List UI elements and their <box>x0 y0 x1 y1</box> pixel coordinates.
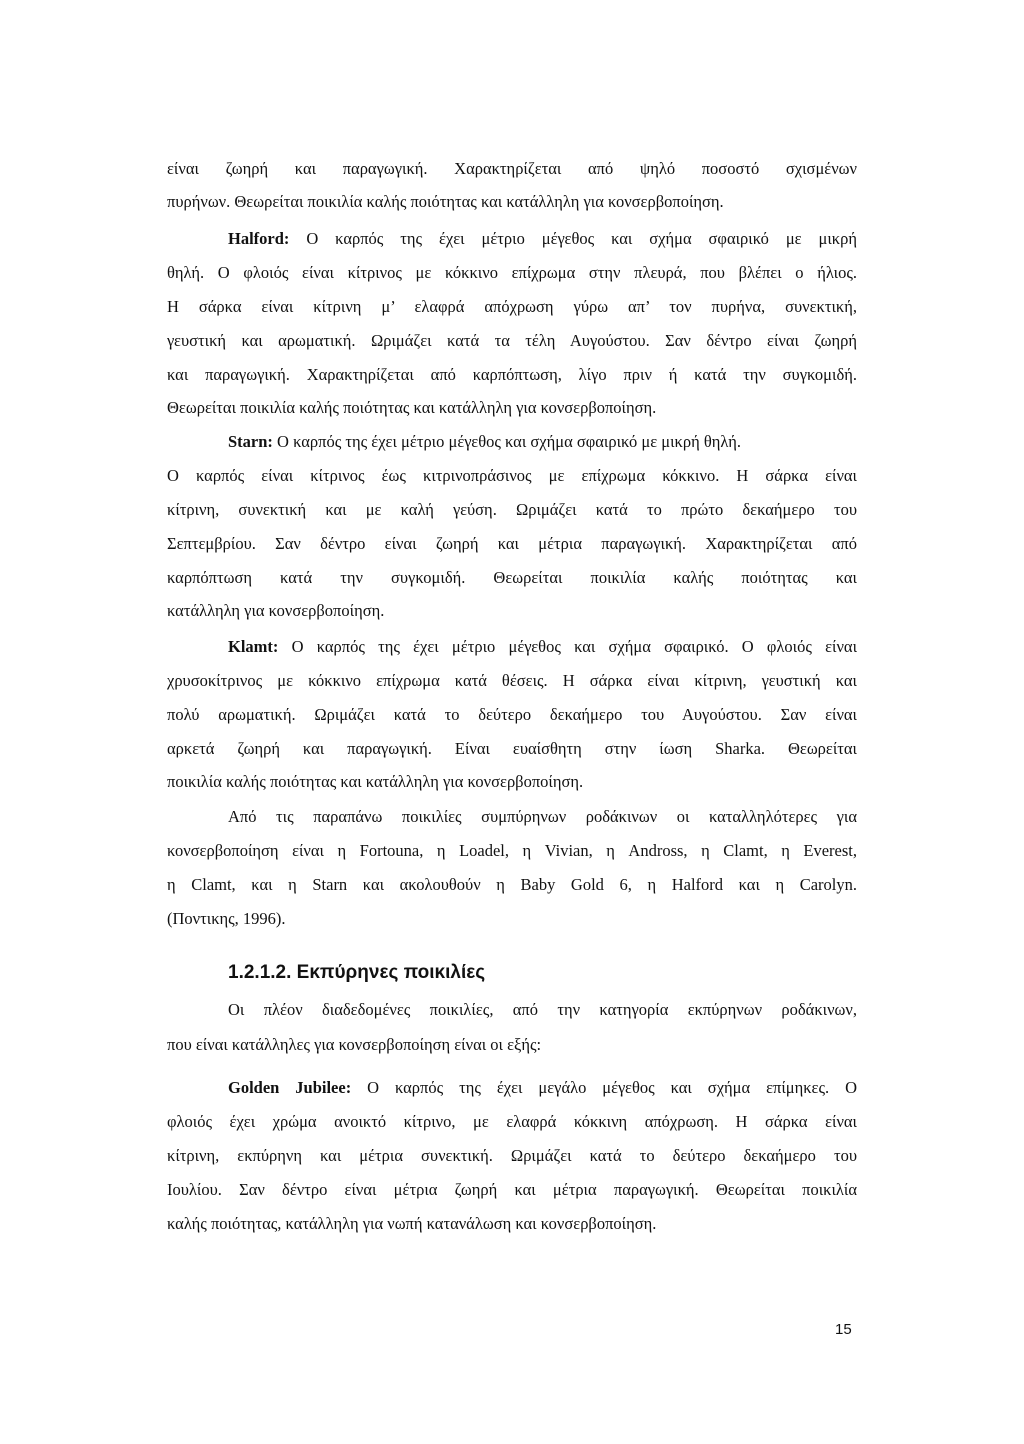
paragraph-line: καρπόπτωση κατά την συγκομιδή. Θεωρείται ποικιλία καλής ποιότητας και <box>167 568 857 587</box>
paragraph-line: Ιουλίου. Σαν δέντρο είναι μέτρια ζωηρή και μέτρια παραγωγική. Θεωρείται ποικιλία <box>167 1180 857 1199</box>
paragraph-line-text: Ο καρπός της έχει μεγάλο μέγεθος και σχήμα επίμηκες. Ο <box>367 1078 858 1097</box>
paragraph-line: που είναι κατάλληλες για κονσερβοποίηση είναι οι εξής: <box>167 1035 542 1054</box>
paragraph-line: Από τις παραπάνω ποικιλίες συμπύρηνων ροδάκινων οι καταλληλότερες για <box>228 807 857 826</box>
paragraph-line: αρκετά ζωηρή και παραγωγική. Είναι ευαίσθητη στην ίωση Sharka. Θεωρείται <box>167 739 857 758</box>
paragraph-line-text: Ο καρπός της έχει μέτριο μέγεθος και σχήμα σφαιρικό με μικρή θηλή. <box>277 432 741 451</box>
paragraph-line: γευστική και αρωματική. Ωριμάζει κατά τα τέλη Αυγούστου. Σαν δέντρο είναι ζωηρή <box>167 331 857 350</box>
paragraph-line-golden-jubilee <box>228 1078 857 1098</box>
paragraph-line: ποικιλία καλής ποιότητας και κατάλληλη για κονσερβοποίηση. <box>167 772 584 791</box>
variety-name-halford: Halford: <box>228 229 290 248</box>
paragraph-line: πολύ αρωματική. Ωριμάζει κατά το δεύτερο δεκαήμερο του Αυγούστου. Σαν είναι <box>167 705 857 724</box>
paragraph-line: Η σάρκα είναι κίτρινη μ’ ελαφρά απόχρωση γύρω απ’ τον πυρήνα, συνεκτική, <box>167 297 857 316</box>
paragraph-line-starn <box>228 432 857 452</box>
paragraph-line: Ο καρπός είναι κίτρινος έως κιτρινοπράσινος με επίχρωμα κόκκινο. Η σάρκα είναι <box>167 466 857 485</box>
paragraph-line-klamt <box>228 637 857 657</box>
paragraph-line-text: Ο καρπός της έχει μέτριο μέγεθος και σχήμα σφαιρικό με μικρή <box>306 229 857 248</box>
variety-name-starn: Starn: <box>228 432 273 451</box>
paragraph-line: (Ποντικης, 1996). <box>167 909 286 928</box>
paragraph-line: χρυσοκίτρινος με κόκκινο επίχρωμα κατά θέσεις. Η σάρκα είναι κίτρινη, γευστική και <box>167 671 857 690</box>
page-number: 15 <box>835 1321 852 1338</box>
paragraph-line: κατάλληλη για κονσερβοποίηση. <box>167 601 385 620</box>
paragraph-line: και παραγωγική. Χαρακτηρίζεται από καρπόπτωση, λίγο πριν ή κατά την συγκομιδή. <box>167 365 857 384</box>
paragraph-line: Οι πλέον διαδεδομένες ποικιλίες, από την κατηγορία εκπύρηνων ροδάκινων, <box>228 1000 857 1019</box>
paragraph-line: πυρήνων. Θεωρείται ποικιλία καλής ποιότητας και κατάλληλη για κονσερβοποίηση. <box>167 192 724 211</box>
paragraph-line: καλής ποιότητας, κατάλληλη για νωπή κατανάλωση και κονσερβοποίηση. <box>167 1214 657 1233</box>
paragraph-line: Σεπτεμβρίου. Σαν δέντρο είναι ζωηρή και μέτρια παραγωγική. Χαρακτηρίζεται από <box>167 534 857 553</box>
paragraph-line: κίτρινη, συνεκτική και με καλή γεύση. Ωριμάζει κατά το πρώτο δεκαήμερο του <box>167 500 857 519</box>
section-heading: 1.2.1.2. Εκπύρηνες ποικιλίες <box>228 962 486 983</box>
variety-name-golden-jubilee: Golden Jubilee: <box>228 1078 352 1097</box>
paragraph-line: είναι ζωηρή και παραγωγική. Χαρακτηρίζεται από ψηλό ποσοστό σχισμένων <box>167 159 857 178</box>
paragraph-line-text: Ο καρπός της έχει μέτριο μέγεθος και σχήμα σφαιρικό. Ο φλοιός είναι <box>291 637 858 656</box>
paragraph-line: φλοιός έχει χρώμα ανοικτό κίτρινο, με ελαφρά κόκκινη απόχρωση. Η σάρκα είναι <box>167 1112 857 1131</box>
paragraph-line: Θεωρείται ποικιλία καλής ποιότητας και κατάλληλη για κονσερβοποίηση. <box>167 398 657 417</box>
paragraph-line: η Clamt, και η Starn και ακολουθούν η Baby Gold 6, η Halford και η Carolyn. <box>167 875 857 894</box>
paragraph-line: κίτρινη, εκπύρηνη και μέτρια συνεκτική. Ωριμάζει κατά το δεύτερο δεκαήμερο του <box>167 1146 857 1165</box>
paragraph-line-halford <box>228 229 857 249</box>
variety-name-klamt: Klamt: <box>228 637 279 656</box>
paragraph-line: θηλή. Ο φλοιός είναι κίτρινος με κόκκινο επίχρωμα στην πλευρά, που βλέπει ο ήλιος. <box>167 263 857 282</box>
paragraph-line: κονσερβοποίηση είναι η Fortouna, η Loadel, η Vivian, η Andross, η Clamt, η Everest, <box>167 841 857 860</box>
